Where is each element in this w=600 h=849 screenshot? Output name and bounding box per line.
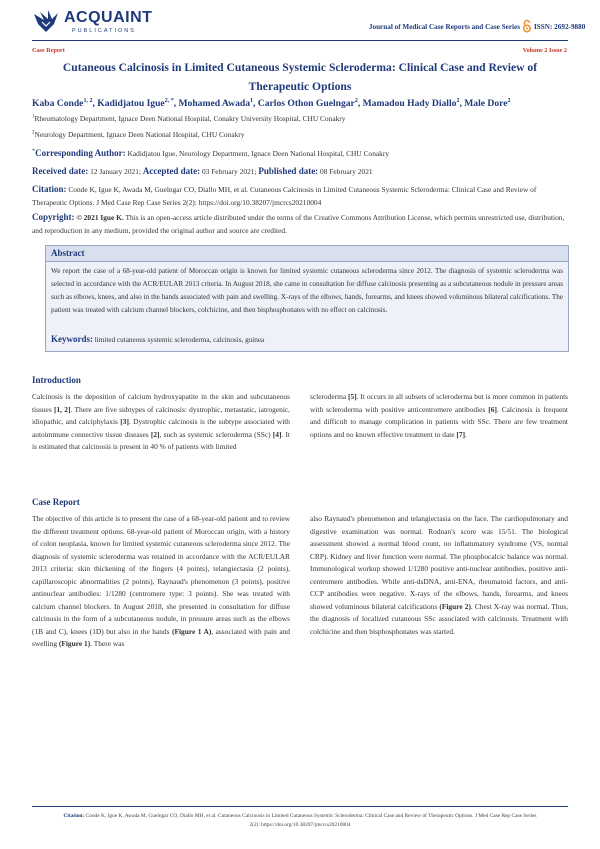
reference-link[interactable]: [6] — [488, 404, 497, 414]
text-run: . It occurs in all subsets of scleroderma but is more common in patients with scleroderma with positive anticentromere antibodies — [310, 392, 568, 414]
copyright: Copyright: © 2021 Igue K. This is an open-access article distributed under the terms of the Creative Commons Attribution License, which permits unrestricted use, distribution, and reproduction in any medium, provided the original author and source are credited. — [32, 212, 565, 235]
text-run: , associated with pain and swelling — [32, 626, 290, 649]
author: Kaba Conde$^{1, 2}$ — [32, 98, 93, 110]
author: Kadidjatou Igue$^{2, *}$ — [97, 98, 174, 110]
abstract-header — [46, 246, 568, 262]
header-rule — [32, 40, 568, 41]
text-run: . — [465, 429, 467, 439]
keywords: Keywords: limited cutaneous systemic scleroderma, calcinosis, guinea — [51, 334, 265, 344]
citation: Citation: Conde K, Igue K, Awada M, Guelngar CO, Diallo MH, et al. Cutaneous Calcinosis in Limited Cutaneous Systemic Scleroderma: Clinical Case and Review of Therapeutic Options. J Med Case Rep Case Series 2(2): https://doi.org/10.38207/jmcrcs20210004 — [32, 184, 537, 207]
author: Male Dore$^2$ — [464, 98, 511, 110]
case-col-right — [310, 513, 568, 638]
logo-name: ACQUAINT — [64, 9, 153, 26]
article-type: Case Report — [32, 47, 65, 54]
author: Carlos Othon Guelngar$^2$ — [257, 98, 358, 110]
reference-link[interactable]: [7] — [456, 429, 466, 439]
affiliation: $^2$Neurology Department, Ignace Deen National Hospital, CHU Conakry — [32, 130, 245, 139]
reference-link[interactable]: [1, 2] — [54, 404, 71, 414]
reference-link[interactable]: (Figure 1 A) — [171, 626, 212, 636]
intro-col-left — [32, 391, 290, 454]
article-title — [40, 58, 560, 96]
author: Mamadou Hady Diallo$^2$ — [362, 98, 460, 110]
text-run: . There are five subtypes of calcinosis: dystrophic, metastatic, iatrogenic, idiopathic, and calciphylaxis — [32, 404, 291, 427]
text-run: . There was — [90, 639, 125, 649]
journal-title: Journal of Medical Case Reports and Case Series — [368, 23, 520, 31]
volume-issue: Volume 2 Issue 2 — [522, 47, 567, 54]
reference-link[interactable]: (Figure 2) — [439, 601, 471, 611]
text-run: also Raynaud's phenomenon and telangiectasia on the face. The cardiopulmonary and digestive examination was normal. Rodnan's score was 15/51. The biological assessment showed a normal blood count, no inflammatory syndrome (VS, normal CRP). Kidney and liver function were normal. The phosphocalcic balance was normal. Immunological workup showed 1/1280 positive anti-nuclear antibodies, positive anti-centromere antibodies. While anti-dsDNA, anti-ENA, rheumatoid factors, and anti-CCP antibodies were negative. X-rays of the elbows, hands, forearms, and knees showed voluminous bilateral calcifications — [310, 514, 568, 611]
text-run: scleroderma — [310, 392, 349, 401]
case-col-left — [32, 513, 290, 651]
abstract-box — [45, 245, 569, 352]
author-list: Kaba Conde$^{1, 2}$, Kadidjatou Igue$^{2, *}$, Mohamed Awada$^1$, Carlos Othon Guelngar$^2$, Mamadou Hady Diallo$^2$, Male Dore$^2$ — [32, 98, 511, 110]
case-report-heading: Case Report — [32, 497, 80, 507]
open-access-icon — [522, 19, 532, 33]
text-run: . Dystrophic calcinosis is the subtype associated with autoimmune connective tissue diseases — [32, 417, 291, 439]
article-title-line2: Therapeutic Options — [248, 80, 352, 93]
abstract-text: We report the case of a 68-year-old patient of Moroccan origin is known for limited systemic cutaneous scleroderma since 2012. The diagnosis of systemic scleroderma was selected in accordance with the ACR/EULAR 2013 criteria. In August 2018, she came in consultation for diffuse calcinosis presenting as a subcutaneous nodule in pressure areas such as elbows, knees, and also in the hands associated with pain and swelling. X-rays of the elbows, hands, forearms, and knees showed voluminous bilateral calcifications. The patient was treated with calcium channel blockers, colchicine, and then bisphosphonates with no effect on calcinosis. — [51, 267, 563, 314]
intro-col-right — [310, 391, 568, 441]
article-title-line1: Cutaneous Calcinosis in Limited Cutaneous Systemic Scleroderma: Clinical Case and Review of — [62, 61, 538, 74]
author: Mohamed Awada$^1$ — [178, 98, 253, 110]
text-run: . Calcinosis is frequent and difficult to manage complication in patients with SSc. There are few treatment options and no known effective treatment to date — [310, 404, 568, 439]
text-run: , such as systemic scleroderma (SSc) — [159, 429, 273, 439]
text-run: Calcinosis is the deposition of calcium hydroxyapatite in the skin and subcutaneous tissues — [32, 392, 290, 414]
affiliation: $^1$Rheumatology Department, Ignace Deen National Hospital, Conakry University Hospital, CHU Conakry — [32, 114, 346, 123]
footer-rule — [32, 806, 568, 807]
text-run: . Chest X-ray was normal. Thus, the diagnosis of localized cutaneous SSc associated with calcinosis. Treatment with colchicine and then bisphosphonates was started. — [310, 601, 568, 636]
reference-link[interactable]: [4] — [272, 429, 282, 439]
eagle-logo-icon — [32, 8, 60, 34]
corresponding-author: *Corresponding Author: Kadidjatou Igue, Neurology Department, Ignace Deen National Hospital, CHU Conakry — [32, 148, 390, 158]
footer-citation: Citation: Conde K, Igue K, Awada M, Guelngar CO, Diallo MH, et al. Cutaneous Calcinosis in Limited Cutaneous Systemic Scleroderma: Clinical Case and Review of Therapeutic Options. J Med Case Rep Case Series 2(2): https://doi.org/10.38207/jmcrcs20210004 — [63, 813, 537, 828]
abstract-heading: Abstract — [51, 248, 85, 258]
reference-link[interactable]: (Figure 1) — [58, 639, 91, 649]
article-dates: Received date: 12 January 2021; Accepted date: 03 February 2021; Published date: 08 February 2021 — [32, 166, 373, 176]
reference-link[interactable]: [3] — [120, 417, 129, 427]
intro-heading: Introduction — [32, 375, 81, 385]
reference-link[interactable]: [5] — [348, 392, 357, 401]
reference-link[interactable]: [2] — [150, 429, 160, 439]
logo-subtitle: PUBLICATIONS — [72, 28, 136, 34]
text-run: The objective of this article is to present the case of a 68-year-old patient and to review the different treatment options. 68-year-old patient of Moroccan origin, with a history of colon neoplasia, known for limited systemic cutaneous scleroderma since 2012. The diagnosis of systemic scleroderma was retained in accordance with the ACR/EULAR 2013 criteria: skin thickening of the fingers (4 points), telangiectasia (2 points), capillaroscopic abnormalities (2 points), Raynaud's phenomenon (3 points), positive antinuclear antibodies: 1/1280 (centromere type: 3 points). She was treated with calcium channel blockers. In August 2018, she presented in consultation for diffuse calcinosis in the form of a subcutaneous nodule, in pressure areas such as the elbows (1B and C), knees (1D) but also in the hands — [32, 514, 290, 636]
text-run: . It is estimated that calcinosis is present in 40 % of patients with limited — [32, 429, 290, 452]
issn: ISSN: 2692-9880 — [534, 23, 586, 31]
